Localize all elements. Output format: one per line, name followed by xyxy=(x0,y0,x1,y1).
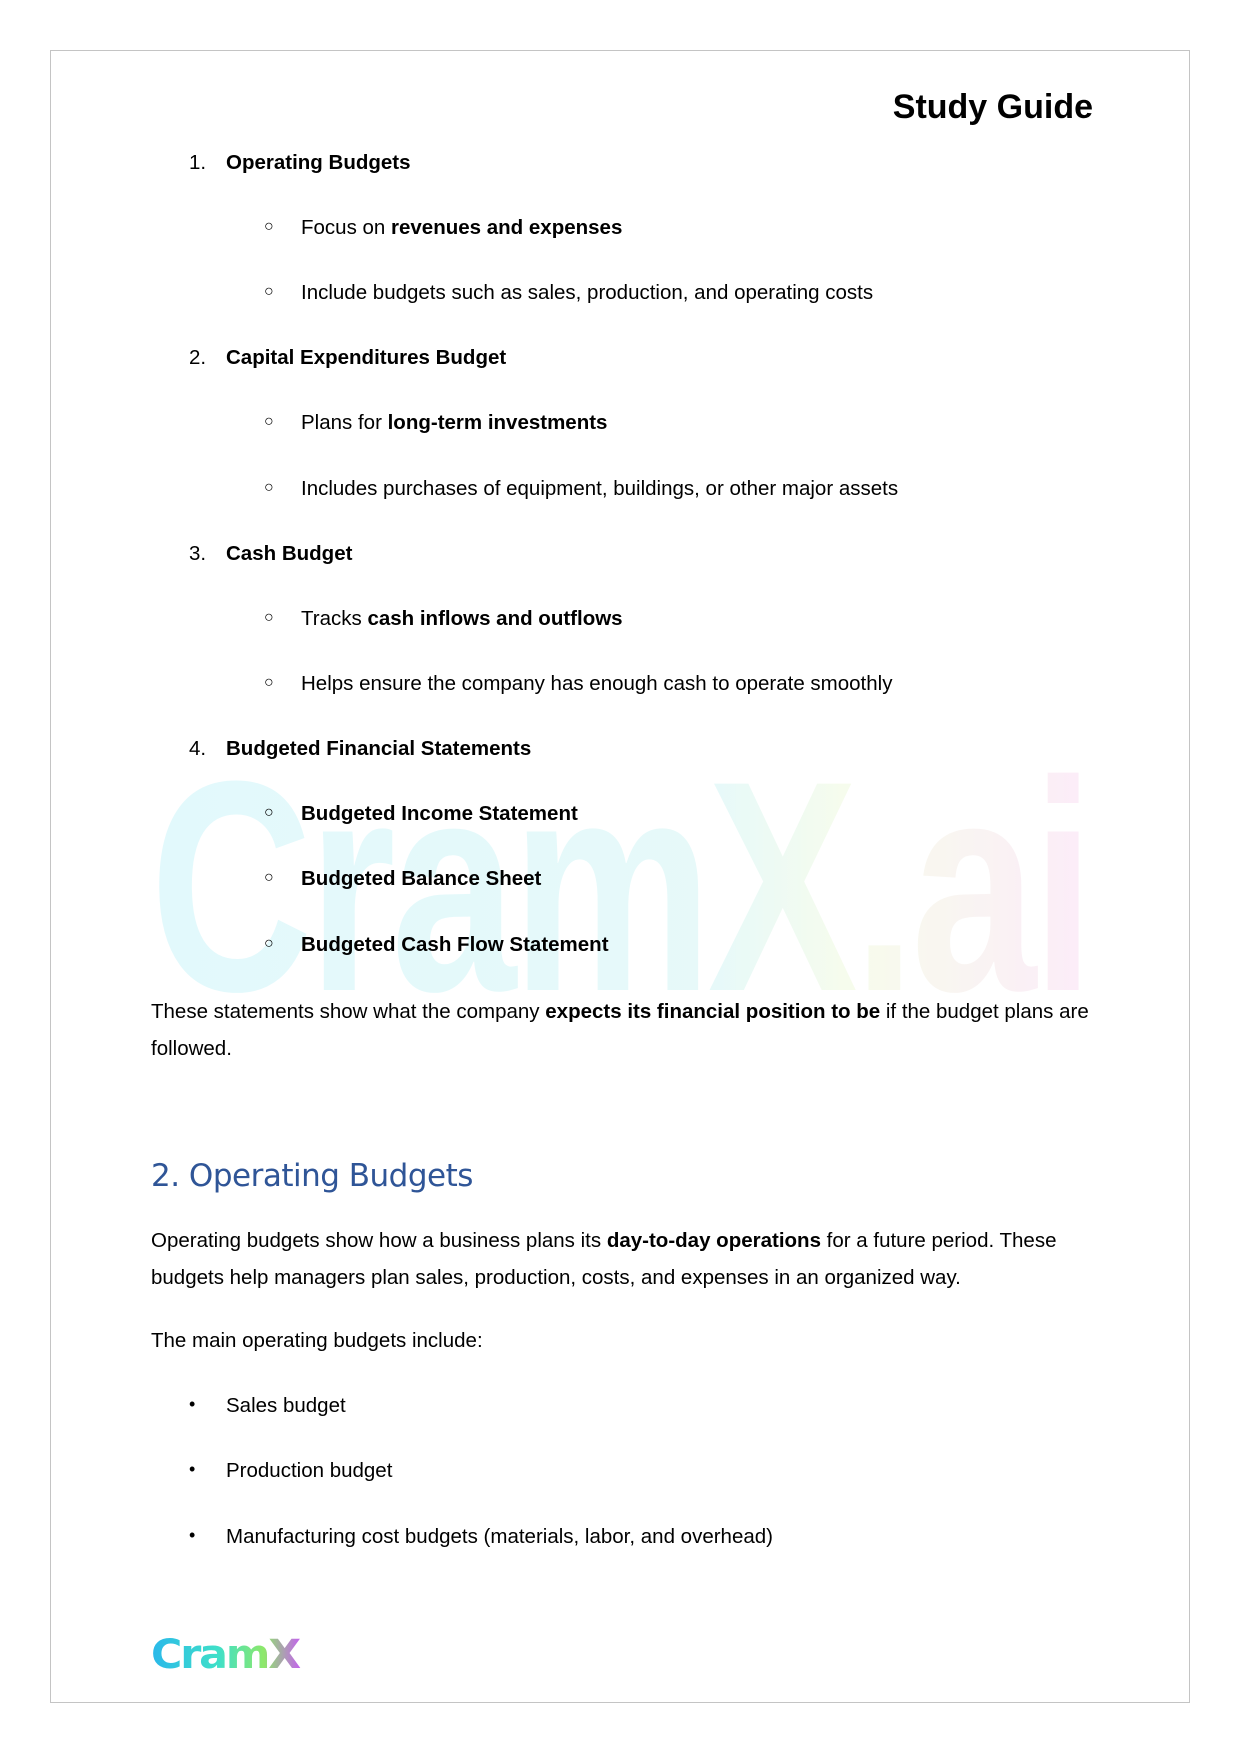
budget-type-title: Capital Expenditures Budget xyxy=(226,346,507,369)
circle-bullet-icon: ○ xyxy=(264,609,274,626)
list-item: Sales budget xyxy=(226,1394,346,1417)
dot-bullet-icon: • xyxy=(189,1525,196,1545)
section-heading: 2. Operating Budgets xyxy=(151,1158,473,1194)
list-item: Helps ensure the company has enough cash to operate smoothly xyxy=(301,672,893,695)
circle-bullet-icon: ○ xyxy=(264,283,274,300)
budget-type-title: Operating Budgets xyxy=(226,151,411,174)
list-item: Production budget xyxy=(226,1459,393,1482)
list-intro: The main operating budgets include: xyxy=(151,1329,483,1352)
page-title: Study Guide xyxy=(892,88,1093,126)
cramx-logo xyxy=(151,1628,301,1676)
list-item: Plans for long-term investments xyxy=(301,411,608,434)
list-item: Budgeted Cash Flow Statement xyxy=(301,933,609,956)
list-item: Budgeted Balance Sheet xyxy=(301,867,542,890)
list-item: Budgeted Income Statement xyxy=(301,802,578,825)
budget-type-title: Budgeted Financial Statements xyxy=(226,737,532,760)
svg-text:CramX.ai: CramX.ai xyxy=(150,762,1090,1002)
budget-type-title: Cash Budget xyxy=(226,542,353,565)
svg-text:CramX: CramX xyxy=(151,1632,301,1676)
list-number: 3. xyxy=(189,542,207,565)
circle-bullet-icon: ○ xyxy=(264,935,274,952)
circle-bullet-icon: ○ xyxy=(264,479,274,496)
dot-bullet-icon: • xyxy=(189,1394,196,1414)
list-item: Include budgets such as sales, production, and operating costs xyxy=(301,281,874,304)
section-intro-paragraph: Operating budgets show how a business plans its day-to-day operations for a future period. These budgets help managers plan sales, production, costs, and expenses in an organized way. xyxy=(151,1229,1057,1289)
list-number: 1. xyxy=(189,151,207,174)
list-item: Tracks cash inflows and outflows xyxy=(301,607,623,630)
circle-bullet-icon: ○ xyxy=(264,413,274,430)
list-number: 4. xyxy=(189,737,207,760)
circle-bullet-icon: ○ xyxy=(264,804,274,821)
circle-bullet-icon: ○ xyxy=(264,869,274,886)
circle-bullet-icon: ○ xyxy=(264,674,274,691)
dot-bullet-icon: • xyxy=(189,1459,196,1479)
list-item: Includes purchases of equipment, buildings, or other major assets xyxy=(301,477,899,500)
statements-note-paragraph: These statements show what the company expects its financial position to be if the budget plans are followed. xyxy=(151,1000,1089,1060)
circle-bullet-icon: ○ xyxy=(264,218,274,235)
list-item: Manufacturing cost budgets (materials, labor, and overhead) xyxy=(226,1525,773,1548)
list-number: 2. xyxy=(189,346,207,369)
list-item: Focus on revenues and expenses xyxy=(301,216,623,239)
